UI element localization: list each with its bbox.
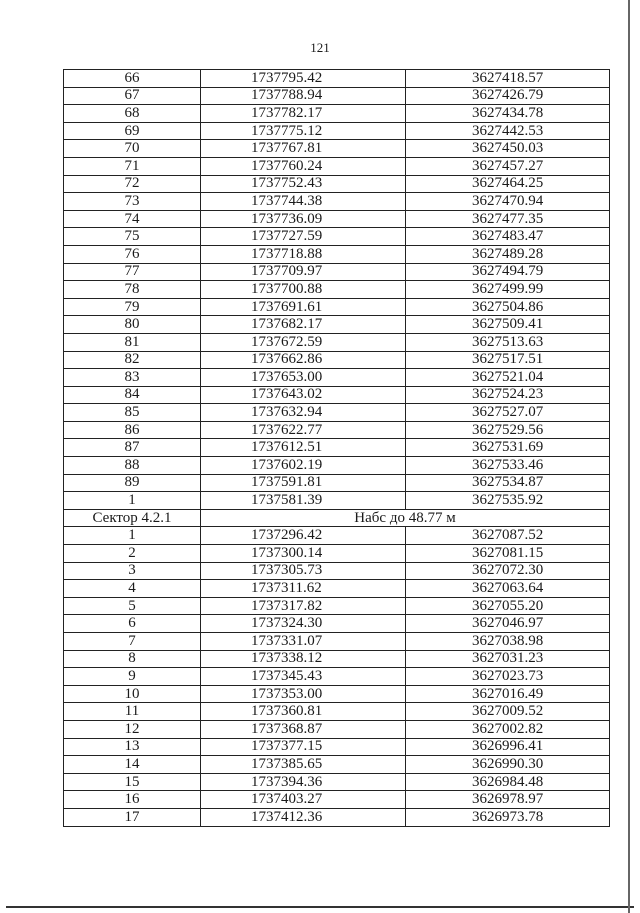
point-number: 80 <box>64 316 201 334</box>
x-coordinate: 1737602.19 <box>201 457 406 475</box>
table-row <box>64 70 610 88</box>
y-coordinate: 3627072.30 <box>406 562 610 580</box>
y-coordinate: 3627494.79 <box>406 263 610 281</box>
y-coordinate: 3627442.53 <box>406 122 610 140</box>
table-row <box>64 193 610 211</box>
point-number: 8 <box>64 650 201 668</box>
y-coordinate: 3627418.57 <box>406 70 610 88</box>
table-row <box>64 527 610 545</box>
table-row <box>64 404 610 422</box>
x-coordinate: 1737368.87 <box>201 720 406 738</box>
y-coordinate: 3627534.87 <box>406 474 610 492</box>
y-coordinate: 3627063.64 <box>406 580 610 598</box>
point-number: 66 <box>64 70 201 88</box>
x-coordinate: 1737682.17 <box>201 316 406 334</box>
table-row <box>64 633 610 651</box>
x-coordinate: 1737581.39 <box>201 492 406 510</box>
point-number: 15 <box>64 773 201 791</box>
x-coordinate: 1737412.36 <box>201 808 406 826</box>
table-row <box>64 421 610 439</box>
x-coordinate: 1737338.12 <box>201 650 406 668</box>
y-coordinate: 3626973.78 <box>406 808 610 826</box>
x-coordinate: 1737622.77 <box>201 421 406 439</box>
table-row <box>64 457 610 475</box>
x-coordinate: 1737311.62 <box>201 580 406 598</box>
x-coordinate: 1737662.86 <box>201 351 406 369</box>
y-coordinate: 3627483.47 <box>406 228 610 246</box>
x-coordinate: 1737709.97 <box>201 263 406 281</box>
point-number: 10 <box>64 685 201 703</box>
point-number: 83 <box>64 369 201 387</box>
x-coordinate: 1737760.24 <box>201 157 406 175</box>
table-row <box>64 245 610 263</box>
y-coordinate: 3627499.99 <box>406 281 610 299</box>
point-number: 14 <box>64 756 201 774</box>
table-row <box>64 87 610 105</box>
y-coordinate: 3627470.94 <box>406 193 610 211</box>
table-row <box>64 157 610 175</box>
point-number: 9 <box>64 668 201 686</box>
point-number: 74 <box>64 210 201 228</box>
x-coordinate: 1737672.59 <box>201 333 406 351</box>
y-coordinate: 3627527.07 <box>406 404 610 422</box>
x-coordinate: 1737345.43 <box>201 668 406 686</box>
x-coordinate: 1737718.88 <box>201 245 406 263</box>
point-number: 5 <box>64 597 201 615</box>
point-number: 70 <box>64 140 201 158</box>
y-coordinate: 3627434.78 <box>406 105 610 123</box>
x-coordinate: 1737385.65 <box>201 756 406 774</box>
y-coordinate: 3627529.56 <box>406 421 610 439</box>
table-row <box>64 650 610 668</box>
point-number: 16 <box>64 791 201 809</box>
y-coordinate: 3626984.48 <box>406 773 610 791</box>
x-coordinate: 1737377.15 <box>201 738 406 756</box>
table-row <box>64 333 610 351</box>
table-row <box>64 597 610 615</box>
table-row <box>64 316 610 334</box>
y-coordinate: 3627521.04 <box>406 369 610 387</box>
x-coordinate: 1737296.42 <box>201 527 406 545</box>
point-number: 77 <box>64 263 201 281</box>
point-number: 69 <box>64 122 201 140</box>
x-coordinate: 1737394.36 <box>201 773 406 791</box>
sector-row <box>64 509 610 527</box>
table-row <box>64 703 610 721</box>
y-coordinate: 3627016.49 <box>406 685 610 703</box>
y-coordinate: 3627031.23 <box>406 650 610 668</box>
table-row <box>64 580 610 598</box>
table-row <box>64 281 610 299</box>
point-number: 13 <box>64 738 201 756</box>
y-coordinate: 3627055.20 <box>406 597 610 615</box>
table-row <box>64 369 610 387</box>
y-coordinate: 3627464.25 <box>406 175 610 193</box>
point-number: 76 <box>64 245 201 263</box>
table-row <box>64 474 610 492</box>
point-number: 82 <box>64 351 201 369</box>
x-coordinate: 1737353.00 <box>201 685 406 703</box>
x-coordinate: 1737767.81 <box>201 140 406 158</box>
point-number: 7 <box>64 633 201 651</box>
y-coordinate: 3626996.41 <box>406 738 610 756</box>
x-coordinate: 1737305.73 <box>201 562 406 580</box>
table-row <box>64 808 610 826</box>
y-coordinate: 3627023.73 <box>406 668 610 686</box>
x-coordinate: 1737360.81 <box>201 703 406 721</box>
table-row <box>64 562 610 580</box>
x-coordinate: 1737331.07 <box>201 633 406 651</box>
x-coordinate: 1737775.12 <box>201 122 406 140</box>
table-row <box>64 210 610 228</box>
y-coordinate: 3627457.27 <box>406 157 610 175</box>
point-number: 11 <box>64 703 201 721</box>
table-row <box>64 668 610 686</box>
x-coordinate: 1737782.17 <box>201 105 406 123</box>
table-row <box>64 228 610 246</box>
x-coordinate: 1737300.14 <box>201 545 406 563</box>
x-coordinate: 1737744.38 <box>201 193 406 211</box>
y-coordinate: 3626978.97 <box>406 791 610 809</box>
y-coordinate: 3627002.82 <box>406 720 610 738</box>
point-number: 79 <box>64 298 201 316</box>
point-number: 89 <box>64 474 201 492</box>
table-row <box>64 263 610 281</box>
table-row <box>64 791 610 809</box>
point-number: 78 <box>64 281 201 299</box>
table-row <box>64 720 610 738</box>
point-number: 3 <box>64 562 201 580</box>
table-row <box>64 615 610 633</box>
x-coordinate: 1737691.61 <box>201 298 406 316</box>
point-number: 1 <box>64 527 201 545</box>
table-row <box>64 756 610 774</box>
y-coordinate: 3627087.52 <box>406 527 610 545</box>
x-coordinate: 1737591.81 <box>201 474 406 492</box>
table-row <box>64 545 610 563</box>
x-coordinate: 1737403.27 <box>201 791 406 809</box>
point-number: 6 <box>64 615 201 633</box>
point-number: 73 <box>64 193 201 211</box>
x-coordinate: 1737612.51 <box>201 439 406 457</box>
page-number: 121 <box>310 40 330 55</box>
y-coordinate: 3627535.92 <box>406 492 610 510</box>
page-right-edge <box>628 0 630 913</box>
point-number: 71 <box>64 157 201 175</box>
y-coordinate: 3627009.52 <box>406 703 610 721</box>
x-coordinate: 1737317.82 <box>201 597 406 615</box>
x-coordinate: 1737795.42 <box>201 70 406 88</box>
table-row <box>64 175 610 193</box>
point-number: 68 <box>64 105 201 123</box>
table-row <box>64 298 610 316</box>
sector-header <box>64 509 610 527</box>
y-coordinate: 3627509.41 <box>406 316 610 334</box>
table-row <box>64 738 610 756</box>
sector-description: Набс до 48.77 м <box>201 509 610 527</box>
x-coordinate: 1737736.09 <box>201 210 406 228</box>
x-coordinate: 1737700.88 <box>201 281 406 299</box>
y-coordinate: 3627513.63 <box>406 333 610 351</box>
coordinates-table <box>63 69 610 827</box>
y-coordinate: 3627046.97 <box>406 615 610 633</box>
point-number: 88 <box>64 457 201 475</box>
y-coordinate: 3627533.46 <box>406 457 610 475</box>
point-number: 87 <box>64 439 201 457</box>
table-row <box>64 439 610 457</box>
table-row <box>64 386 610 404</box>
y-coordinate: 3627450.03 <box>406 140 610 158</box>
page-bottom-edge <box>6 906 634 908</box>
point-number: 4 <box>64 580 201 598</box>
table-row <box>64 773 610 791</box>
point-number: 75 <box>64 228 201 246</box>
coordinates-block-2 <box>64 527 610 826</box>
table-row <box>64 492 610 510</box>
point-number: 17 <box>64 808 201 826</box>
coordinates-block-1 <box>64 70 610 510</box>
point-number: 81 <box>64 333 201 351</box>
x-coordinate: 1737788.94 <box>201 87 406 105</box>
x-coordinate: 1737632.94 <box>201 404 406 422</box>
table-row <box>64 122 610 140</box>
table-row <box>64 105 610 123</box>
y-coordinate: 3627081.15 <box>406 545 610 563</box>
table-row <box>64 140 610 158</box>
y-coordinate: 3627426.79 <box>406 87 610 105</box>
y-coordinate: 3627531.69 <box>406 439 610 457</box>
table-row <box>64 351 610 369</box>
y-coordinate: 3627038.98 <box>406 633 610 651</box>
point-number: 72 <box>64 175 201 193</box>
point-number: 85 <box>64 404 201 422</box>
y-coordinate: 3627477.35 <box>406 210 610 228</box>
point-number: 2 <box>64 545 201 563</box>
x-coordinate: 1737653.00 <box>201 369 406 387</box>
y-coordinate: 3627504.86 <box>406 298 610 316</box>
x-coordinate: 1737643.02 <box>201 386 406 404</box>
point-number: 84 <box>64 386 201 404</box>
x-coordinate: 1737324.30 <box>201 615 406 633</box>
x-coordinate: 1737752.43 <box>201 175 406 193</box>
point-number: 67 <box>64 87 201 105</box>
sector-name: Сектор 4.2.1 <box>64 509 201 527</box>
x-coordinate: 1737727.59 <box>201 228 406 246</box>
point-number: 86 <box>64 421 201 439</box>
y-coordinate: 3626990.30 <box>406 756 610 774</box>
point-number: 12 <box>64 720 201 738</box>
y-coordinate: 3627489.28 <box>406 245 610 263</box>
y-coordinate: 3627524.23 <box>406 386 610 404</box>
point-number: 1 <box>64 492 201 510</box>
y-coordinate: 3627517.51 <box>406 351 610 369</box>
table-row <box>64 685 610 703</box>
